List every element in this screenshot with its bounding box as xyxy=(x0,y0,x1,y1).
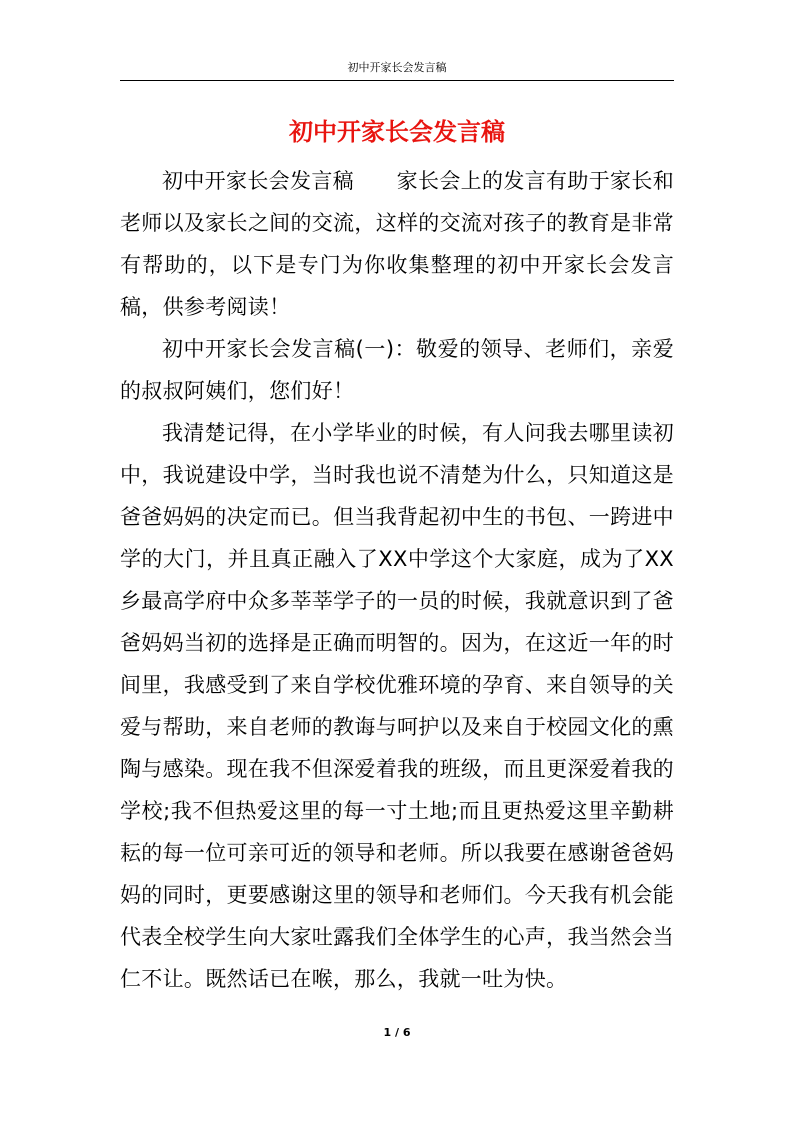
running-header: 初中开家长会发言稿 xyxy=(347,61,447,74)
body-paragraph-intro: 初中开家长会发言稿 家长会上的发言有助于家长和老师以及家长之间的交流，这样的交流对孩子的教育是非常有帮助的，以下是专门为你收集整理的初中开家长会发言稿，供参考阅读！ xyxy=(120,169,674,319)
page-number: 1 / 6 xyxy=(383,1026,411,1039)
header-divider xyxy=(120,80,674,81)
document-body xyxy=(120,160,674,1000)
document-title: 初中开家长会发言稿 xyxy=(289,118,505,146)
body-paragraph-greeting: 初中开家长会发言稿(一)：敬爱的领导、老师们，亲爱的叔叔阿姨们，您们好！ xyxy=(120,337,674,403)
body-paragraph-main: 我清楚记得，在小学毕业的时候，有人问我去哪里读初中，我说建设中学，当时我也说不清楚为什么，只知道这是爸爸妈妈的决定而已。但当我背起初中生的书包、一跨进中学的大门，并且真正融入了XX中学这个大家庭，成为了XX乡最高学府中众多莘莘学子的一员的时候，我就意识到了爸爸妈妈当初的选择是正确而明智的。因为，在这近一年的时间里，我感受到了来自学校优雅环境的孕育、来自领导的关爱与帮助，来自老师的教诲与呵护以及来自于校园文化的熏陶与感染。现在我不但深爱着我的班级，而且更深爱着我的学校;我不但热爱这里的每一寸土地;而且更热爱这里辛勤耕耘的每一位可亲可近的领导和老师。所以我要在感谢爸爸妈妈的同时，更要感谢这里的领导和老师们。今天我有机会能代表全校学生向大家吐露我们全体学生的心声，我当然会当仁不让。既然话已在喉，那么，我就一吐为快。 xyxy=(120,421,674,991)
